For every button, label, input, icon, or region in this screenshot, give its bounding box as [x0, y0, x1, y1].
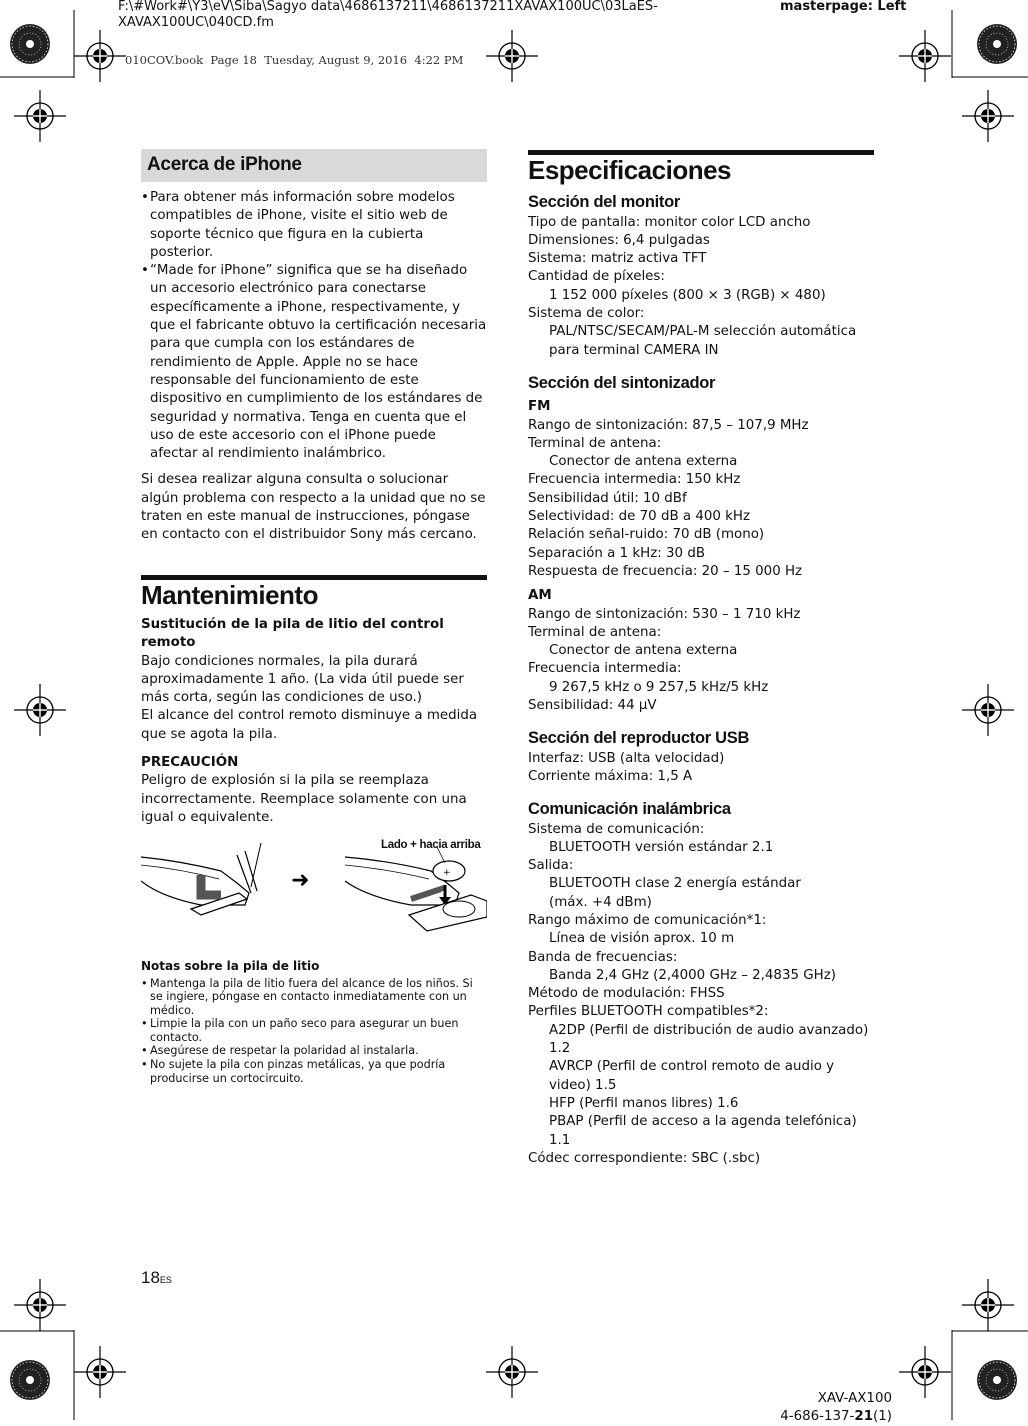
spec-line: Respuesta de frecuencia: 20 – 15 000 Hz: [528, 563, 803, 579]
left-column: [141, 149, 487, 1085]
list-item: • No sujete la pila con pinzas metálicas, ya que podría producirse un cortocircuito.: [141, 1058, 487, 1085]
model-info: [780, 1390, 892, 1426]
spec-line: HFP (Perfil manos libres) 1.6: [549, 1095, 739, 1111]
monitor-heading: Sección del monitor: [528, 193, 680, 212]
specs-title: Especificaciones: [528, 150, 874, 179]
spec-line: Salida:: [528, 858, 574, 874]
usb-heading: Sección del reproductor USB: [528, 729, 750, 748]
tuner-heading: Sección del sintonizador: [528, 373, 716, 392]
battery-figure: [141, 835, 487, 953]
battery-heading: Sustitución de la pila de litio del control remoto: [141, 616, 444, 651]
spec-line: Relación señal-ruido: 70 dB (mono): [528, 527, 765, 543]
iphone-contact-paragraph: Si desea realizar alguna consulta o solucionar algún problema con respecto a la unidad que no se traten en este manual de instrucciones, póngase en contacto con el distribuidor Sony más cercano.: [141, 472, 486, 543]
list-item: • Para obtener más información sobre modelos compatibles de iPhone, visite el sitio web de soporte técnico que figura en la cubierta posterior.: [141, 189, 487, 262]
code-bold: 21: [854, 1409, 874, 1424]
code-suffix: (1): [873, 1409, 892, 1424]
spec-line: Dimensiones: 6,4 pulgadas: [528, 232, 710, 248]
file-path: [118, 0, 718, 31]
spec-line: Perfiles BLUETOOTH compatibles*2:: [528, 1004, 769, 1020]
spec-line: Sistema de comunicación:: [528, 821, 705, 837]
spec-line: Separación a 1 kHz: 30 dB: [528, 545, 706, 561]
spec-line: Frecuencia intermedia: 150 kHz: [528, 472, 741, 488]
spec-line: Banda de frecuencias:: [528, 949, 678, 965]
list-item: • Asegúrese de respetar la polaridad al instalarla.: [141, 1044, 487, 1058]
spec-line: Selectividad: de 70 dB a 400 kHz: [528, 509, 751, 525]
battery-notes: [141, 977, 487, 1086]
spec-line: Tipo de pantalla: monitor color LCD ancho: [528, 214, 811, 230]
spec-line: A2DP (Perfil de distribución de audio avanzado) 1.2: [549, 1022, 869, 1057]
page-number-value: 18: [141, 1268, 160, 1287]
spec-line: Sistema de color:: [528, 306, 645, 322]
masterpage-label: masterpage: Left: [780, 0, 907, 14]
am-label: AM: [528, 588, 552, 604]
svg-text:+: +: [443, 868, 451, 879]
spec-line: Códec correspondiente: SBC (.sbc): [528, 1150, 761, 1166]
spec-line: Corriente máxima: 1,5 A: [528, 768, 693, 784]
spec-line: BLUETOOTH clase 2 energía estándar: [549, 876, 801, 892]
spec-line: 1 152 000 píxeles (800 × 3 (RGB) × 480): [549, 287, 826, 303]
list-item: • Mantenga la pila de litio fuera del alcance de los niños. Si se ingiere, póngase en contacto inmediatamente con un médico.: [141, 977, 487, 1018]
page-number-suffix: ES: [159, 1275, 172, 1285]
spec-line: Rango de sintonización: 530 – 1 710 kHz: [528, 606, 801, 622]
spec-line: PAL/NTSC/SECAM/PAL-M selección automática para terminal CAMERA IN: [549, 324, 857, 358]
spec-line: Banda 2,4 GHz (2,4000 GHz – 2,4835 GHz): [549, 967, 836, 983]
fm-label: FM: [528, 399, 551, 415]
spec-line: Interfaz: USB (alta velocidad): [528, 750, 725, 766]
file-path-line2: XAVAX100UC\040CD.fm: [118, 15, 274, 30]
list-item: • “Made for iPhone” significa que se ha diseñado un accesorio electrónico para conectarse específicamente a iPhone, respectivamente, y que el fabricante obtuvo la certificación necesaria para que cumpla con los estándares de rendimiento de Apple. Apple no se hace responsable del funcionamiento de este dispositivo en cumplimiento de los estándares de seguridad y normativa. Tenga en cuenta que el uso de este accesorio con el iPhone puede afectar al rendimiento inalámbrico.: [141, 262, 487, 463]
spec-line: PBAP (Perfil de acceso a la agenda telefónica) 1.1: [549, 1114, 857, 1148]
svg-text:➜: ➜: [291, 868, 310, 894]
spec-line: Conector de antena externa: [549, 643, 738, 659]
spec-line: Frecuencia intermedia:: [528, 661, 682, 677]
spec-line: Sistema: matriz activa TFT: [528, 251, 707, 267]
spec-line: (máx. +4 dBm): [549, 894, 652, 910]
page-number: [141, 1268, 172, 1288]
figure-label: Lado + hacia arriba: [381, 839, 481, 852]
right-column: [528, 150, 874, 1168]
model-name: XAV-AX100: [817, 1391, 892, 1406]
spec-line: Cantidad de píxeles:: [528, 269, 665, 285]
spec-line: Rango máximo de comunicación*1:: [528, 912, 767, 928]
caution-text: Peligro de explosión si la pila se reemplaza incorrectamente. Reemplace solamente con una igual o equivalente.: [141, 773, 467, 825]
spec-line: Sensibilidad útil: 10 dBf: [528, 490, 687, 506]
iphone-section-title: Acerca de iPhone: [141, 149, 487, 182]
spec-line: Método de modulación: FHSS: [528, 986, 725, 1002]
book-info: 010COV.book Page 18 Tuesday, August 9, 2016 4:22 PM: [125, 53, 464, 67]
wireless-heading: Comunicación inalámbrica: [528, 800, 731, 819]
spec-line: Conector de antena externa: [549, 454, 738, 470]
file-path-line1: F:\#Work#\Y3\eV\Siba\Sagyo data\4686137211\4686137211XAVAX100UC\03LaES-: [118, 0, 658, 14]
spec-line: Línea de visión aprox. 10 m: [549, 931, 735, 947]
document-code: [780, 1408, 892, 1426]
list-item: • Limpie la pila con un paño seco para asegurar un buen contacto.: [141, 1017, 487, 1044]
maintenance-title: Mantenimiento: [141, 575, 487, 604]
spec-line: Sensibilidad: 44 µV: [528, 698, 657, 714]
notes-title: Notas sobre la pila de litio: [141, 959, 320, 974]
spec-line: Terminal de antena:: [528, 435, 662, 451]
caution-label: PRECAUCIÓN: [141, 755, 239, 771]
iphone-bullets: [141, 189, 487, 463]
spec-line: Terminal de antena:: [528, 624, 662, 640]
battery-range-text: El alcance del control remoto disminuye a medida que se agota la pila.: [141, 708, 478, 742]
spec-line: Rango de sintonización: 87,5 – 107,9 MHz: [528, 417, 809, 433]
battery-text: Bajo condiciones normales, la pila durará aproximadamente 1 año. (La vida útil puede ser más corta, según las condiciones de uso.): [141, 653, 464, 706]
spec-line: 9 267,5 kHz o 9 257,5 kHz/5 kHz: [549, 679, 769, 695]
spec-line: AVRCP (Perfil de control remoto de audio y video) 1.5: [549, 1059, 835, 1093]
code-prefix: 4-686-137-: [780, 1409, 855, 1424]
spec-line: BLUETOOTH versión estándar 2.1: [549, 839, 774, 855]
